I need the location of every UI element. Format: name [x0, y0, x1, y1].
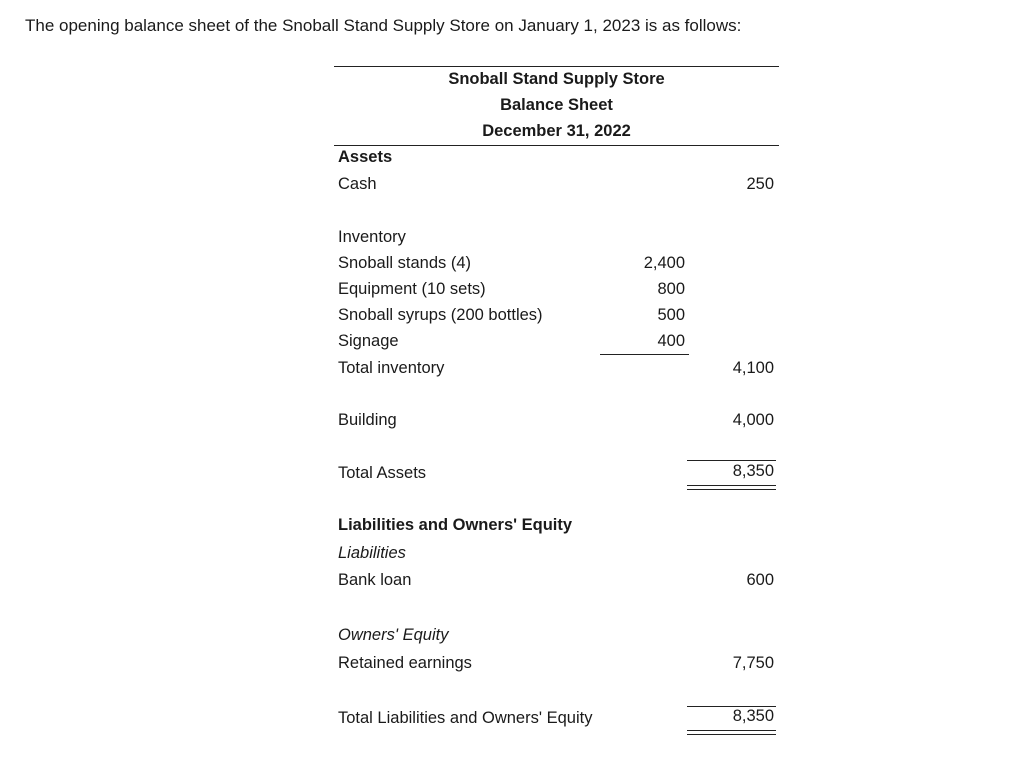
inventory-item-label: Snoball stands (4): [338, 254, 471, 272]
total-assets-top-rule: [687, 460, 776, 461]
total-assets-double-rule: [687, 485, 776, 486]
cash-value: 250: [746, 175, 774, 193]
total-assets-value: 8,350: [732, 462, 774, 480]
statement-date: December 31, 2022: [482, 122, 631, 140]
retained-earnings-label: Retained earnings: [338, 654, 472, 672]
assets-heading: Assets: [338, 148, 393, 166]
statement-title: Balance Sheet: [500, 96, 613, 114]
inventory-item-label: Snoball syrups (200 bottles): [338, 306, 543, 324]
inventory-item-value: 2,400: [643, 254, 685, 272]
top-rule: [334, 66, 779, 67]
total-assets-double-rule: [687, 489, 776, 490]
company-name: Snoball Stand Supply Store: [448, 70, 665, 88]
inventory-heading: Inventory: [338, 228, 406, 246]
liabilities-heading: Liabilities: [338, 544, 406, 562]
equity-heading: Owners' Equity: [338, 626, 449, 644]
total-le-label: Total Liabilities and Owners' Equity: [338, 709, 593, 727]
total-assets-label: Total Assets: [338, 464, 427, 482]
total-le-double-rule: [687, 734, 776, 735]
total-inventory-label: Total inventory: [338, 359, 445, 377]
header-rule: [334, 145, 779, 146]
bank-loan-value: 600: [746, 571, 774, 589]
inventory-item-value: 400: [657, 332, 685, 350]
inventory-subtotal-rule: [600, 354, 689, 355]
building-value: 4,000: [732, 411, 774, 429]
liabilities-equity-heading: Liabilities and Owners' Equity: [338, 516, 573, 534]
total-le-double-rule: [687, 730, 776, 731]
inventory-item-value: 800: [657, 280, 685, 298]
retained-earnings-value: 7,750: [732, 654, 774, 672]
intro-text: The opening balance sheet of the Snoball Stand Supply Store on January 1, 2023 is as follows:: [25, 16, 742, 35]
total-le-value: 8,350: [732, 707, 774, 725]
cash-label: Cash: [338, 175, 377, 193]
balance-sheet: [334, 0, 779, 757]
inventory-item-label: Equipment (10 sets): [338, 280, 486, 298]
total-inventory-value: 4,100: [732, 359, 774, 377]
building-label: Building: [338, 411, 397, 429]
bank-loan-label: Bank loan: [338, 571, 412, 589]
inventory-item-label: Signage: [338, 332, 399, 350]
inventory-item-value: 500: [657, 306, 685, 324]
